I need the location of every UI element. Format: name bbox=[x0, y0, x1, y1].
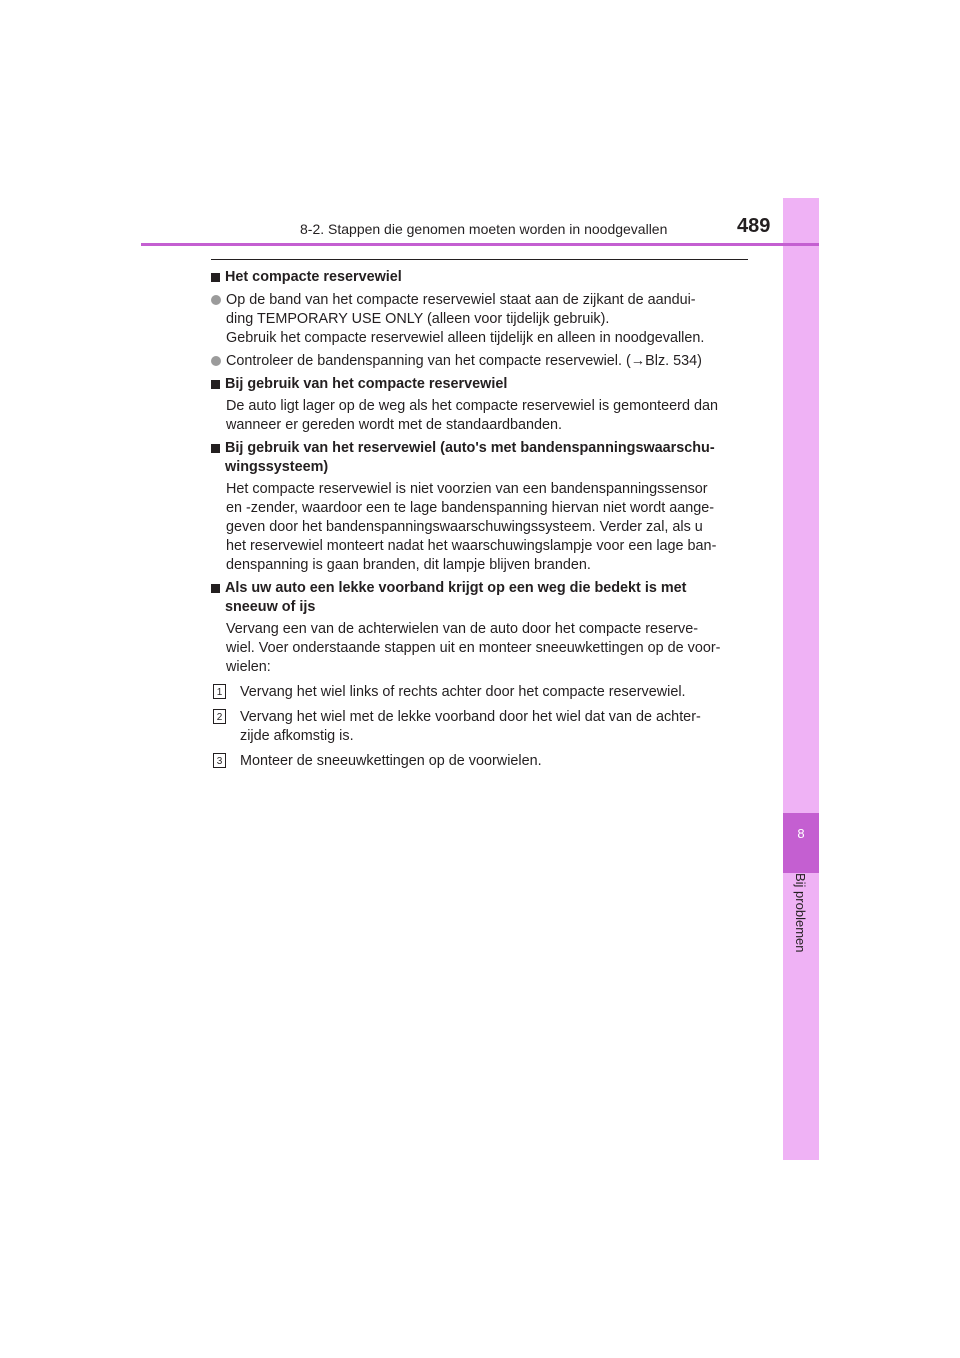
page-number: 489 bbox=[737, 215, 771, 237]
chapter-side-tab bbox=[783, 198, 819, 1160]
text-line: wielen: bbox=[226, 659, 271, 675]
text-line: zijde afkomstig is. bbox=[240, 728, 354, 744]
heading-text: Als uw auto een lekke voorband krijgt op een weg die bedekt is met bbox=[225, 580, 687, 596]
text-line: ding TEMPORARY USE ONLY (alleen voor tijdelijk gebruik). bbox=[226, 311, 610, 327]
section-title: 8-2. Stappen die genomen moeten worden in noodgevallen bbox=[300, 221, 668, 237]
heading-compact-spare bbox=[211, 268, 748, 287]
bullet-item bbox=[211, 291, 748, 348]
heading-text: Bij gebruik van het reservewiel (auto's met bandenspanningswaarschu- bbox=[225, 440, 715, 456]
square-bullet-icon bbox=[211, 444, 220, 453]
round-bullet-icon bbox=[211, 356, 221, 366]
step-item bbox=[211, 708, 748, 746]
step-item bbox=[211, 683, 748, 702]
heading-text: wingssysteem) bbox=[225, 459, 329, 475]
text-line: Monteer de sneeuwkettingen op de voorwielen. bbox=[240, 753, 542, 769]
text-line: wanneer er gereden wordt met de standaardbanden. bbox=[226, 417, 563, 433]
text-line: De auto ligt lager op de weg als het compacte reservewiel is gemonteerd dan bbox=[226, 398, 718, 414]
bullet-item bbox=[211, 352, 748, 371]
page-content bbox=[211, 264, 748, 771]
heading-using-compact-spare bbox=[211, 375, 748, 394]
content-rule bbox=[211, 259, 748, 260]
heading-text: sneeuw of ijs bbox=[225, 599, 316, 615]
text-line: Vervang het wiel links of rechts achter door het compacte reservewiel. bbox=[240, 684, 686, 700]
square-bullet-icon bbox=[211, 380, 220, 389]
paragraph bbox=[211, 480, 748, 575]
text-line: en -zender, waardoor een te lage bandenspanning hiervan niet wordt aange- bbox=[226, 500, 715, 516]
text-line: Vervang het wiel met de lekke voorband door het wiel dat van de achter- bbox=[240, 709, 701, 725]
square-bullet-icon bbox=[211, 584, 220, 593]
heading-text: Bij gebruik van het compacte reservewiel bbox=[225, 376, 508, 392]
text-line: denspanning is gaan branden, dit lampje blijven branden. bbox=[226, 557, 591, 573]
step-number: 2 bbox=[213, 709, 226, 724]
text-line: Het compacte reservewiel is niet voorzien van een bandenspanningssensor bbox=[226, 481, 708, 497]
text-line: Vervang een van de achterwielen van de auto door het compacte reserve- bbox=[226, 621, 698, 637]
text-line: wiel. Voer onderstaande stappen uit en monteer sneeuwkettingen op de voor- bbox=[226, 640, 721, 656]
heading-tpms-spare bbox=[211, 439, 748, 477]
paragraph bbox=[211, 620, 748, 677]
chapter-title: Bij problemen bbox=[793, 873, 808, 953]
text-line: geven door het bandenspanningswaarschuwingssysteem. Verder zal, als u bbox=[226, 519, 703, 535]
heading-text: Het compacte reservewiel bbox=[225, 269, 402, 285]
chapter-tab-active bbox=[783, 813, 819, 873]
text-line: het reservewiel monteert nadat het waarschuwingslampje voor een lage ban- bbox=[226, 538, 717, 554]
paragraph bbox=[211, 397, 748, 435]
step-item bbox=[211, 752, 748, 771]
text-line: Gebruik het compacte reservewiel alleen tijdelijk en alleen in noodgevallen. bbox=[226, 330, 705, 346]
text-line: Controleer de bandenspanning van het compacte reservewiel. (→Blz. 534) bbox=[226, 353, 702, 369]
chapter-number: 8 bbox=[797, 826, 805, 841]
step-number: 1 bbox=[213, 684, 226, 699]
text-line: Op de band van het compacte reservewiel staat aan de zijkant de aandui- bbox=[226, 292, 696, 308]
round-bullet-icon bbox=[211, 295, 221, 305]
heading-flat-on-snow bbox=[211, 579, 748, 617]
step-number: 3 bbox=[213, 753, 226, 768]
square-bullet-icon bbox=[211, 273, 220, 282]
header-divider bbox=[141, 243, 819, 246]
